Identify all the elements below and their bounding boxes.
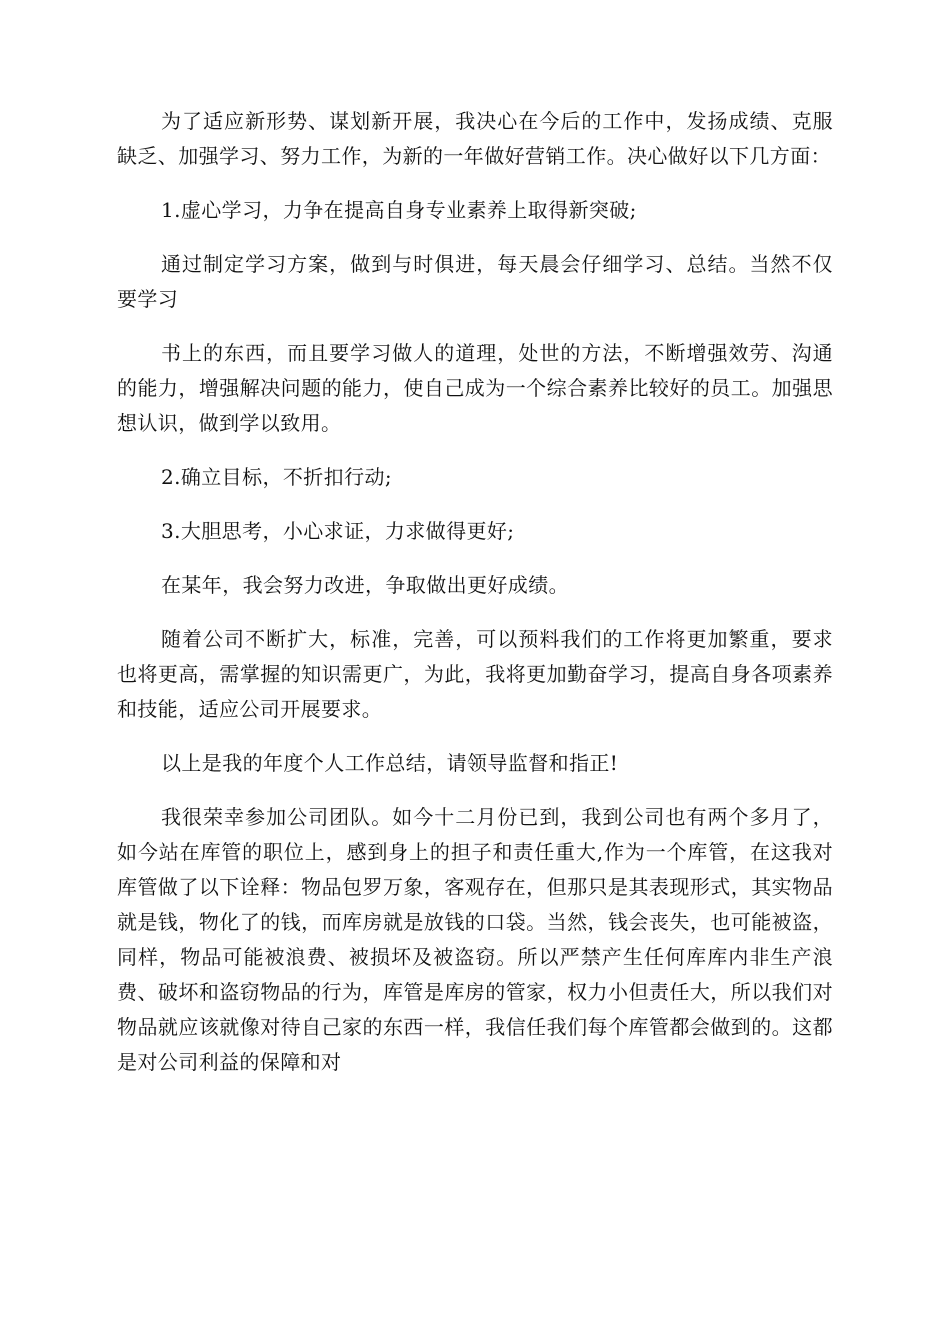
document-body (117, 104, 833, 1099)
paragraph-improve: 在某年，我会努力改进，争取做出更好成绩。 (161, 573, 569, 597)
paragraph-point-3: 3.大胆思考，小心求证，力求做得更好; (161, 519, 515, 543)
paragraph-company-growth: 随着公司不断扩大，标准，完善，可以预料我们的工作将更加繁重，要求也将更高，需掌握的知识需更广，为此，我将更加勤奋学习，提高自身各项素养和技能，适应公司开展要求。 (117, 627, 833, 721)
paragraph-point-1: 1.虚心学习，力争在提高自身专业素养上取得新突破; (161, 198, 637, 222)
paragraph-closing: 以上是我的年度个人工作总结，请领导监督和指正! (161, 751, 619, 775)
paragraph-study-plan: 通过制定学习方案，做到与时俱进，每天晨会仔细学习、总结。当然不仅要学习 (117, 252, 833, 311)
paragraph-intro: 为了适应新形势、谋划新开展，我决心在今后的工作中，发扬成绩、克服缺乏、加强学习、努力工作，为新的一年做好营销工作。决心做好以下几方面： (117, 109, 833, 168)
paragraph-study-detail: 书上的东西，而且要学习做人的道理，处世的方法，不断增强效劳、沟通的能力，增强解决问题的能力，使自己成为一个综合素养比较好的员工。加强思想认识，做到学以致用。 (117, 341, 833, 435)
paragraph-warehouse: 我很荣幸参加公司团队。如今十二月份已到，我到公司也有两个多月了，如今站在库管的职位上，感到身上的担子和责任重大,作为一个库管，在这我对库管做了以下诠释：物品包罗万象，客观存在，但那只是其表现形式，其实物品就是钱，物化了的钱，而库房就是放钱的口袋。当然，钱会丧失，也可能被盗，同样，物品可能被浪费、被损坏及被盗窃。所以严禁产生任何库库内非生产浪费、破坏和盗窃物品的行为，库管是库房的管家，权力小但责任大，所以我们对物品就应该就像对待自己家的东西一样，我信任我们每个库管都会做到的。这都是对公司利益的保障和对 (117, 805, 833, 1074)
paragraph-point-2: 2.确立目标，不折扣行动; (161, 465, 393, 489)
